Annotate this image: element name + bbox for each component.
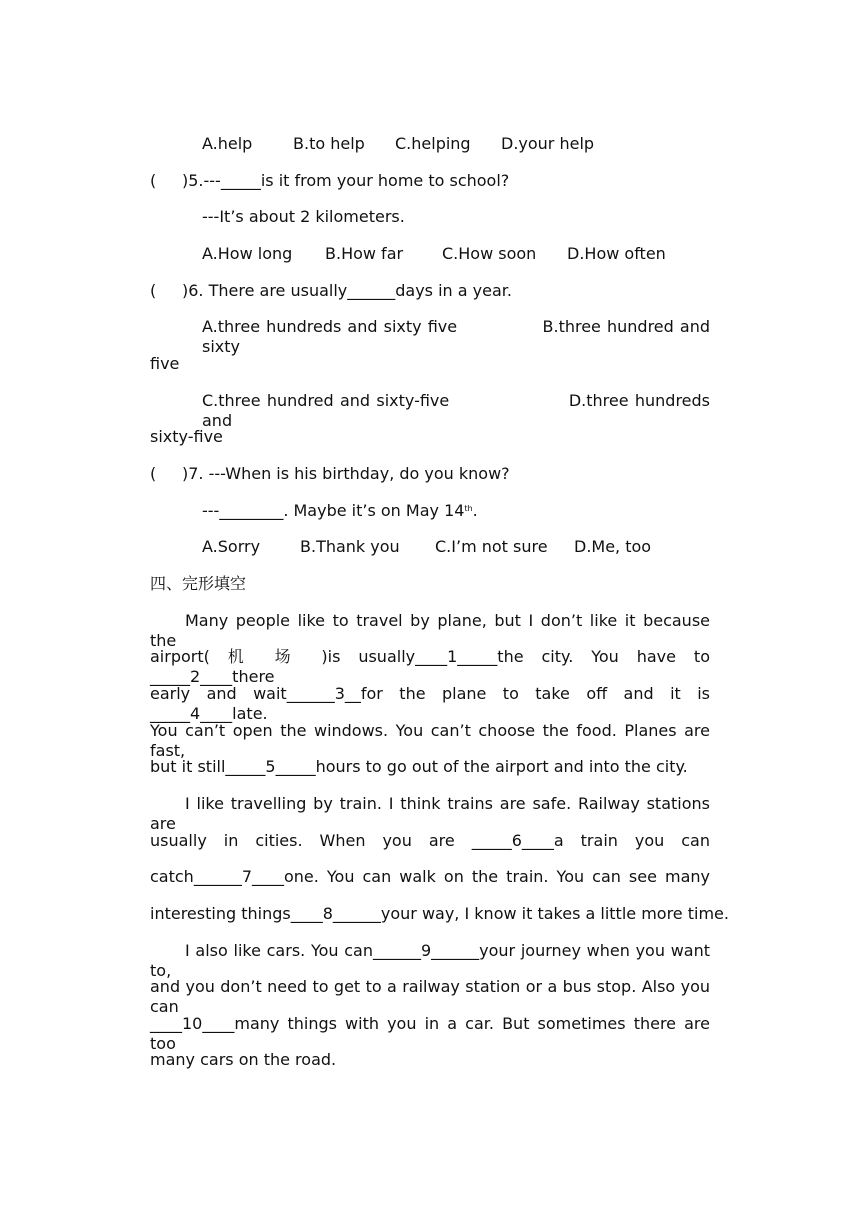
q4-option-b: B.to help <box>293 134 365 153</box>
q6-options-line-3: C.three hundred and sixty-five D.three hundreds and <box>202 391 710 430</box>
q7-option-b: B.Thank you <box>300 537 400 556</box>
passage-line-5: but it still_____5_____hours to go out of the airport and into the city. <box>150 757 688 776</box>
passage-line-9: interesting things____8______your way, I know it takes a little more time. <box>150 904 729 923</box>
q7-answer <box>202 501 710 521</box>
q6-options-line-4: sixty-five <box>150 427 223 446</box>
q4-option-d: D.your help <box>501 134 595 153</box>
q7-answer-text: ---________. Maybe it’s on May 14 <box>202 501 465 520</box>
q5-option-c: C.How soon <box>442 244 537 263</box>
passage-line-4: You can’t open the windows. You can’t choose the food. Planes are fast, <box>150 721 710 760</box>
q7-answer-superscript: th <box>464 504 473 513</box>
passage-line-10: I also like cars. You can______9______your journey when you want to, <box>150 941 710 980</box>
passage-line-7: usually in cities. When you are _____6____a train you can <box>150 831 710 850</box>
passage-line-13: many cars on the road. <box>150 1050 337 1069</box>
section-title: 四、完形填空 <box>150 574 247 593</box>
q5-option-a: A.How long <box>202 244 293 263</box>
q7-answer-end: . <box>472 501 478 520</box>
q5-text: )5.---_____is it from your home to school? <box>182 171 510 190</box>
q5-paren: ( <box>150 171 157 190</box>
q6-options-line-2: five <box>150 354 180 373</box>
q5-option-b: B.How far <box>325 244 404 263</box>
passage-line-2: airport( 机 场 )is usually____1_____the city. You have to _____2____there <box>150 647 710 686</box>
q5-answer: ---It’s about 2 kilometers. <box>202 207 405 226</box>
passage-line-1: Many people like to travel by plane, but I don’t like it because the <box>150 611 710 650</box>
q4-option-c: C.helping <box>395 134 471 153</box>
q6-paren: ( <box>150 281 157 300</box>
q7-option-d: D.Me, too <box>574 537 652 556</box>
q7-paren: ( <box>150 464 157 483</box>
q4-option-a: A.help <box>202 134 253 153</box>
passage-line-8: catch______7____one. You can walk on the train. You can see many <box>150 867 710 886</box>
q5-option-d: D.How often <box>567 244 666 263</box>
passage-line-11: and you don’t need to get to a railway station or a bus stop. Also you can <box>150 977 710 1016</box>
q7-option-a: A.Sorry <box>202 537 261 556</box>
q6-text: )6. There are usually______days in a year. <box>182 281 512 300</box>
q7-text: )7. ---When is his birthday, do you know? <box>182 464 510 483</box>
passage-line-6: I like travelling by train. I think trains are safe. Railway stations are <box>150 794 710 833</box>
passage-line-12: ____10____many things with you in a car. But sometimes there are too <box>150 1014 710 1053</box>
q7-option-c: C.I’m not sure <box>435 537 548 556</box>
passage-line-3: early and wait______3__for the plane to take off and it is _____4____late. <box>150 684 710 723</box>
q6-options-line-1: A.three hundreds and sixty five B.three hundred and sixty <box>202 317 710 356</box>
